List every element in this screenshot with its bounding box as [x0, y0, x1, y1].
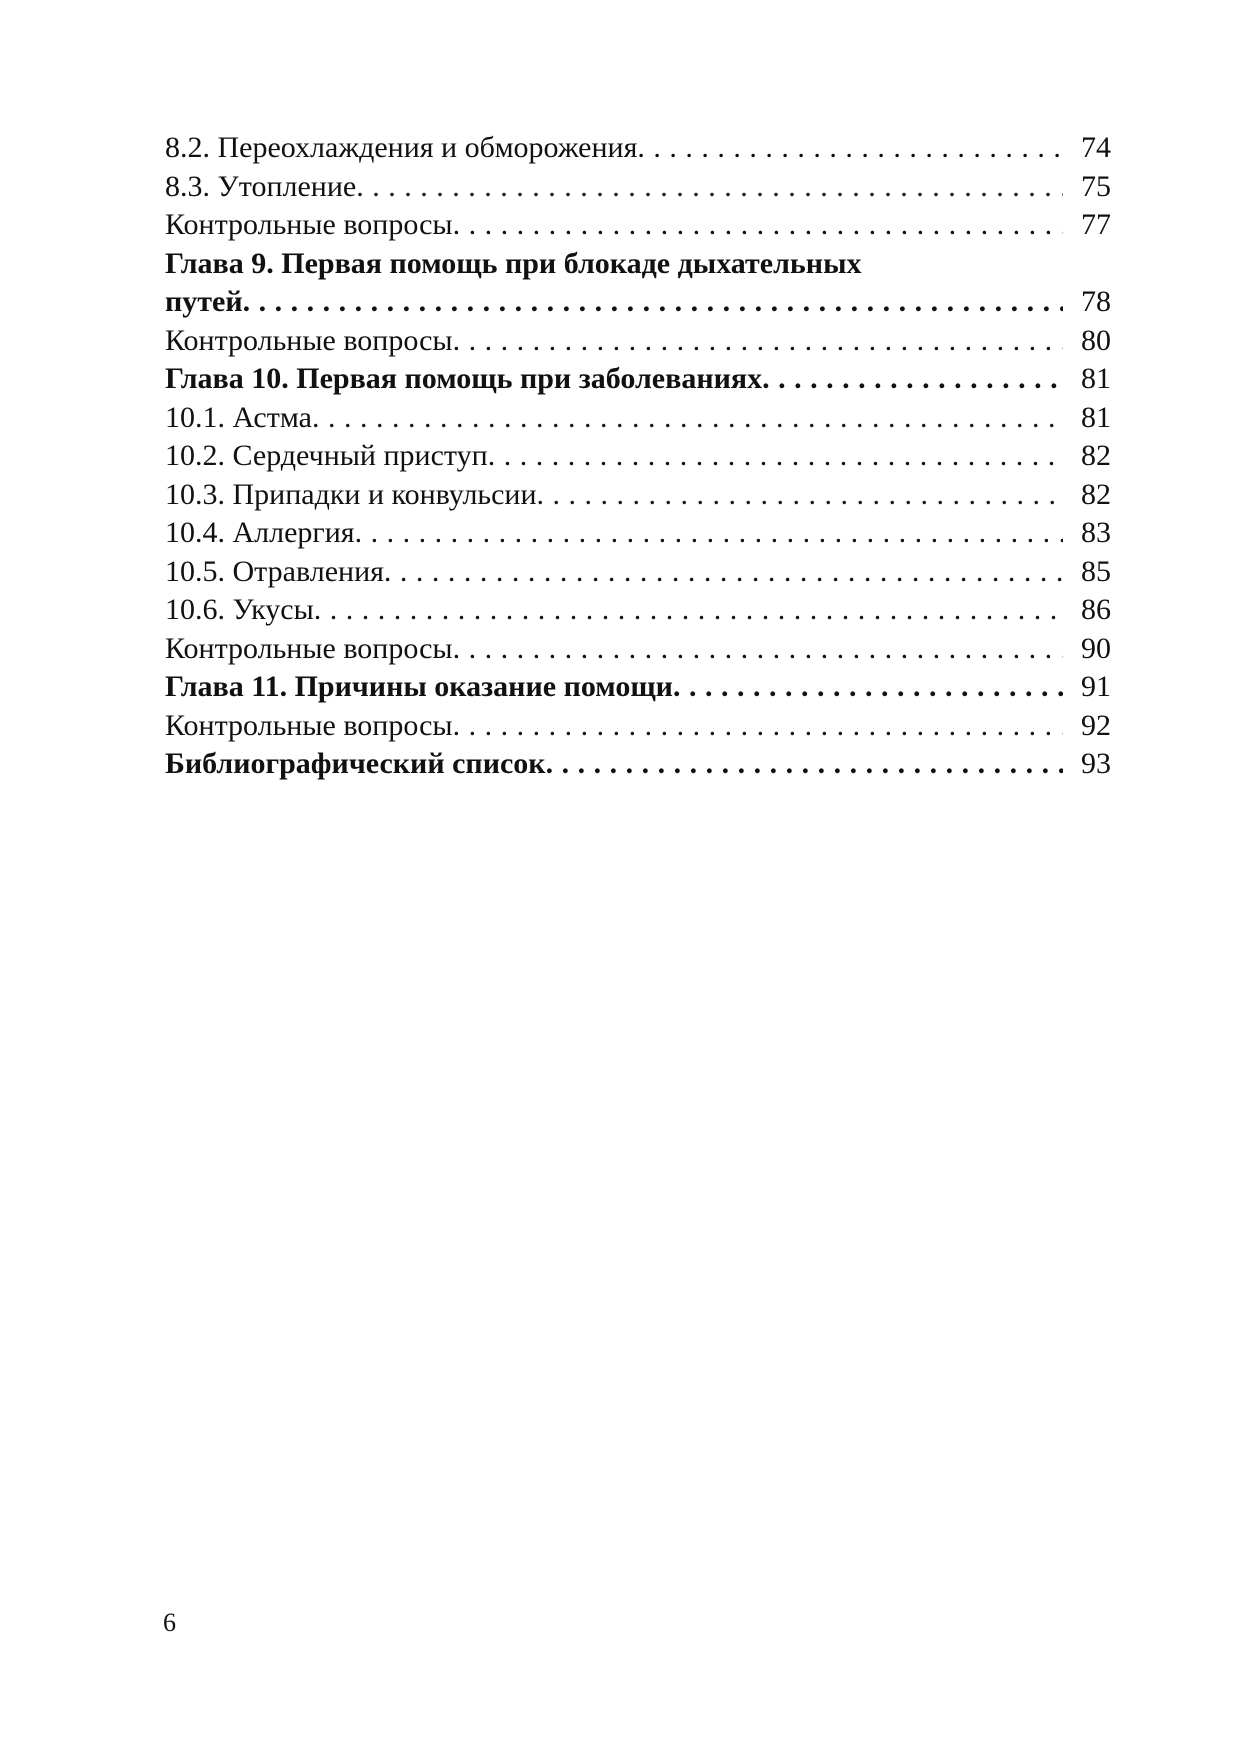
dot-leader — [243, 283, 1063, 322]
dot-leader — [488, 437, 1063, 476]
dot-leader — [384, 553, 1063, 592]
table-of-contents — [165, 129, 1111, 784]
toc-entry-page: 81 — [1081, 400, 1111, 434]
toc-entry-page: 81 — [1081, 362, 1111, 395]
toc-entry-title: Библиографический список — [165, 747, 546, 780]
toc-entry-10-1[interactable] — [165, 399, 1111, 438]
toc-entry-8-2[interactable] — [165, 129, 1111, 168]
page-number: 6 — [163, 1608, 176, 1637]
toc-entry-title: 10.1. Астма — [165, 400, 312, 434]
toc-entry-page: 91 — [1081, 670, 1111, 703]
toc-entry-title: Контрольные вопросы — [165, 208, 453, 241]
toc-entry-page: 90 — [1081, 631, 1111, 665]
dot-leader — [762, 360, 1063, 399]
toc-entry-page: 82 — [1081, 477, 1111, 511]
toc-entry-title: Глава 10. Первая помощь при заболеваниях — [165, 362, 763, 395]
dot-leader — [356, 168, 1063, 207]
toc-entry-8-3[interactable] — [165, 168, 1111, 207]
dot-leader — [312, 399, 1063, 438]
dot-leader — [453, 707, 1063, 746]
dot-leader — [637, 129, 1063, 168]
toc-entry-page: 80 — [1081, 323, 1111, 357]
toc-entry-page: 83 — [1081, 516, 1111, 549]
toc-entry-title: путей — [165, 285, 243, 318]
toc-chapter-9-heading[interactable] — [165, 245, 1111, 284]
dot-leader — [453, 630, 1063, 669]
toc-entry-title: 10.5. Отравления — [165, 554, 384, 588]
toc-chapter-11[interactable] — [165, 668, 1111, 707]
toc-entry-page: 74 — [1081, 131, 1111, 164]
toc-entry-page: 77 — [1081, 208, 1111, 241]
toc-bibliography[interactable] — [165, 745, 1111, 784]
dot-leader — [453, 206, 1063, 245]
toc-entry-control-questions[interactable] — [165, 206, 1111, 245]
dot-leader — [546, 745, 1063, 784]
toc-entry-10-6[interactable] — [165, 591, 1111, 630]
toc-entry-page: 82 — [1081, 439, 1111, 472]
toc-entry-page: 86 — [1081, 593, 1111, 626]
toc-entry-title: 10.3. Припадки и конвульсии — [165, 477, 537, 511]
toc-chapter-9-continuation[interactable] — [165, 283, 1111, 322]
toc-entry-page: 85 — [1081, 554, 1111, 588]
toc-entry-title: 8.2. Переохлаждения и обморожения — [165, 131, 638, 164]
toc-entry-10-3[interactable] — [165, 476, 1111, 515]
toc-entry-page: 93 — [1081, 747, 1111, 780]
dot-leader — [453, 322, 1063, 361]
dot-leader — [673, 668, 1063, 707]
toc-entry-title: Контрольные вопросы — [165, 631, 453, 665]
toc-entry-title: Глава 11. Причины оказание помощи — [165, 670, 673, 703]
toc-entry-10-2[interactable] — [165, 437, 1111, 476]
toc-entry-title: Контрольные вопросы — [165, 323, 453, 357]
toc-entry-title: 10.6. Укусы — [165, 593, 314, 626]
toc-entry-control-questions[interactable] — [165, 630, 1111, 669]
toc-entry-title: Контрольные вопросы — [165, 708, 453, 742]
toc-entry-title: 8.3. Утопление — [165, 169, 357, 203]
dot-leader — [355, 514, 1063, 553]
toc-entry-title: 10.4. Аллергия — [165, 516, 355, 549]
toc-entry-page: 75 — [1081, 169, 1111, 203]
toc-entry-control-questions[interactable] — [165, 707, 1111, 746]
toc-chapter-10[interactable] — [165, 360, 1111, 399]
dot-leader — [537, 476, 1063, 515]
toc-entry-title: Глава 9. Первая помощь при блокаде дыхательных — [165, 246, 862, 280]
toc-entry-control-questions[interactable] — [165, 322, 1111, 361]
toc-entry-page: 92 — [1081, 708, 1111, 742]
dot-leader — [314, 591, 1063, 630]
toc-entry-title: 10.2. Сердечный приступ — [165, 439, 488, 472]
toc-entry-page: 78 — [1081, 285, 1111, 318]
toc-entry-10-5[interactable] — [165, 553, 1111, 592]
toc-entry-10-4[interactable] — [165, 514, 1111, 553]
